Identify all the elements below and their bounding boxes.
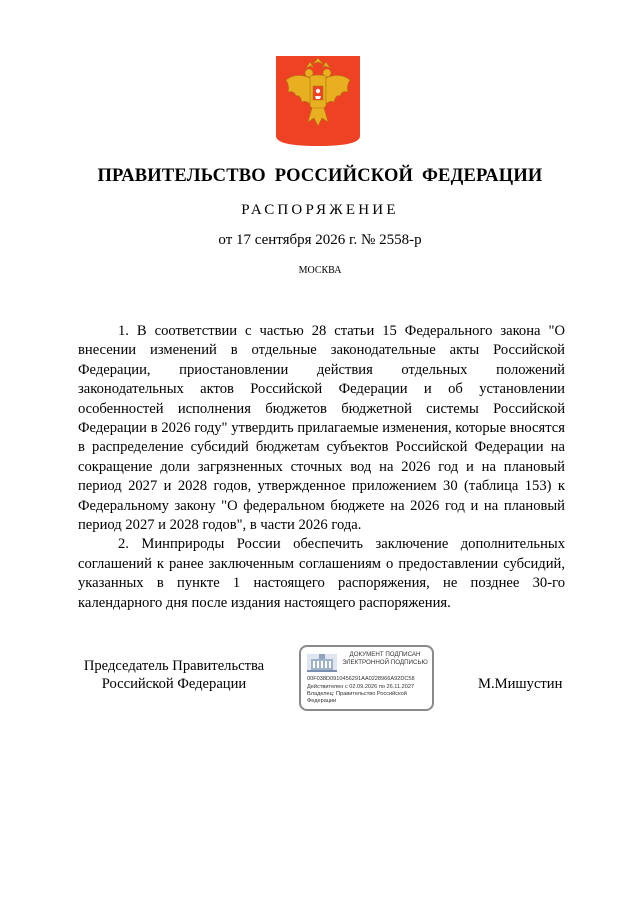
stamp-owner-line2: Федерации bbox=[307, 698, 337, 704]
signatory-position-line1: Председатель Правительства bbox=[83, 658, 265, 674]
stamp-title bbox=[339, 651, 431, 667]
coat-of-arms-icon bbox=[276, 56, 360, 146]
document-date-number: от 17 сентября 2026 г. № 2558-р bbox=[218, 232, 422, 248]
stamp-owner-line1: Владелец: Правительство Российской bbox=[307, 691, 407, 697]
electronic-signature-stamp bbox=[299, 645, 434, 711]
stamp-validity: Действителен с 02.09.2026 по 26.11.2027 bbox=[307, 684, 415, 690]
paragraph-2: 2. Минприроды России обеспечить заключение дополнительных соглашений к ранее заключенным соглашениям о предоставлении субсидий, указанных в пункте 1 настоящего распоряжения, не позднее 30-го календарного дня после издания настоящего распоряжения. bbox=[78, 536, 565, 611]
government-title: ПРАВИТЕЛЬСТВО РОССИЙСКОЙ ФЕДЕРАЦИИ bbox=[97, 166, 543, 186]
signatory-position bbox=[74, 657, 274, 693]
stamp-title-line2: ЭЛЕКТРОННОЙ ПОДПИСЬЮ bbox=[342, 659, 428, 666]
stamp-certificate: 00F038D0910456291AA0228966A92DC58 bbox=[307, 676, 415, 682]
document-city: МОСКВА bbox=[298, 265, 342, 276]
government-building-icon bbox=[305, 652, 339, 674]
paragraph-1: 1. В соответствии с частью 28 статьи 15 Федерального закона "О внесении изменений в отдельные законодательные акты Российской Федерации, приостановлении действия отдельных положений законодательных актов Российской Федерации и об установлении особенностей исполнения бюджетов бюджетной системы Российской Федерации в 2026 году" утвердить прилагаемые изменения, которые вносятся в распределение субсидий бюджетам субъектов Российской Федерации на сокращение доли загрязненных сточных вод на 2026 год и на плановый период 2027 и 2028 годов, утвержденное приложением 30 (таблица 153) к Федеральному закону "О федеральном бюджете на 2026 год и на плановый период 2027 и 2028 годов", в части 2026 года. bbox=[78, 323, 565, 534]
signatory-position-line2: Российской Федерации bbox=[101, 676, 247, 692]
signatory-name: М.Мишустин bbox=[478, 676, 563, 692]
document-type: РАСПОРЯЖЕНИЕ bbox=[241, 202, 399, 218]
stamp-title-line1: ДОКУМЕНТ ПОДПИСАН bbox=[349, 651, 421, 658]
document-body bbox=[78, 322, 565, 613]
